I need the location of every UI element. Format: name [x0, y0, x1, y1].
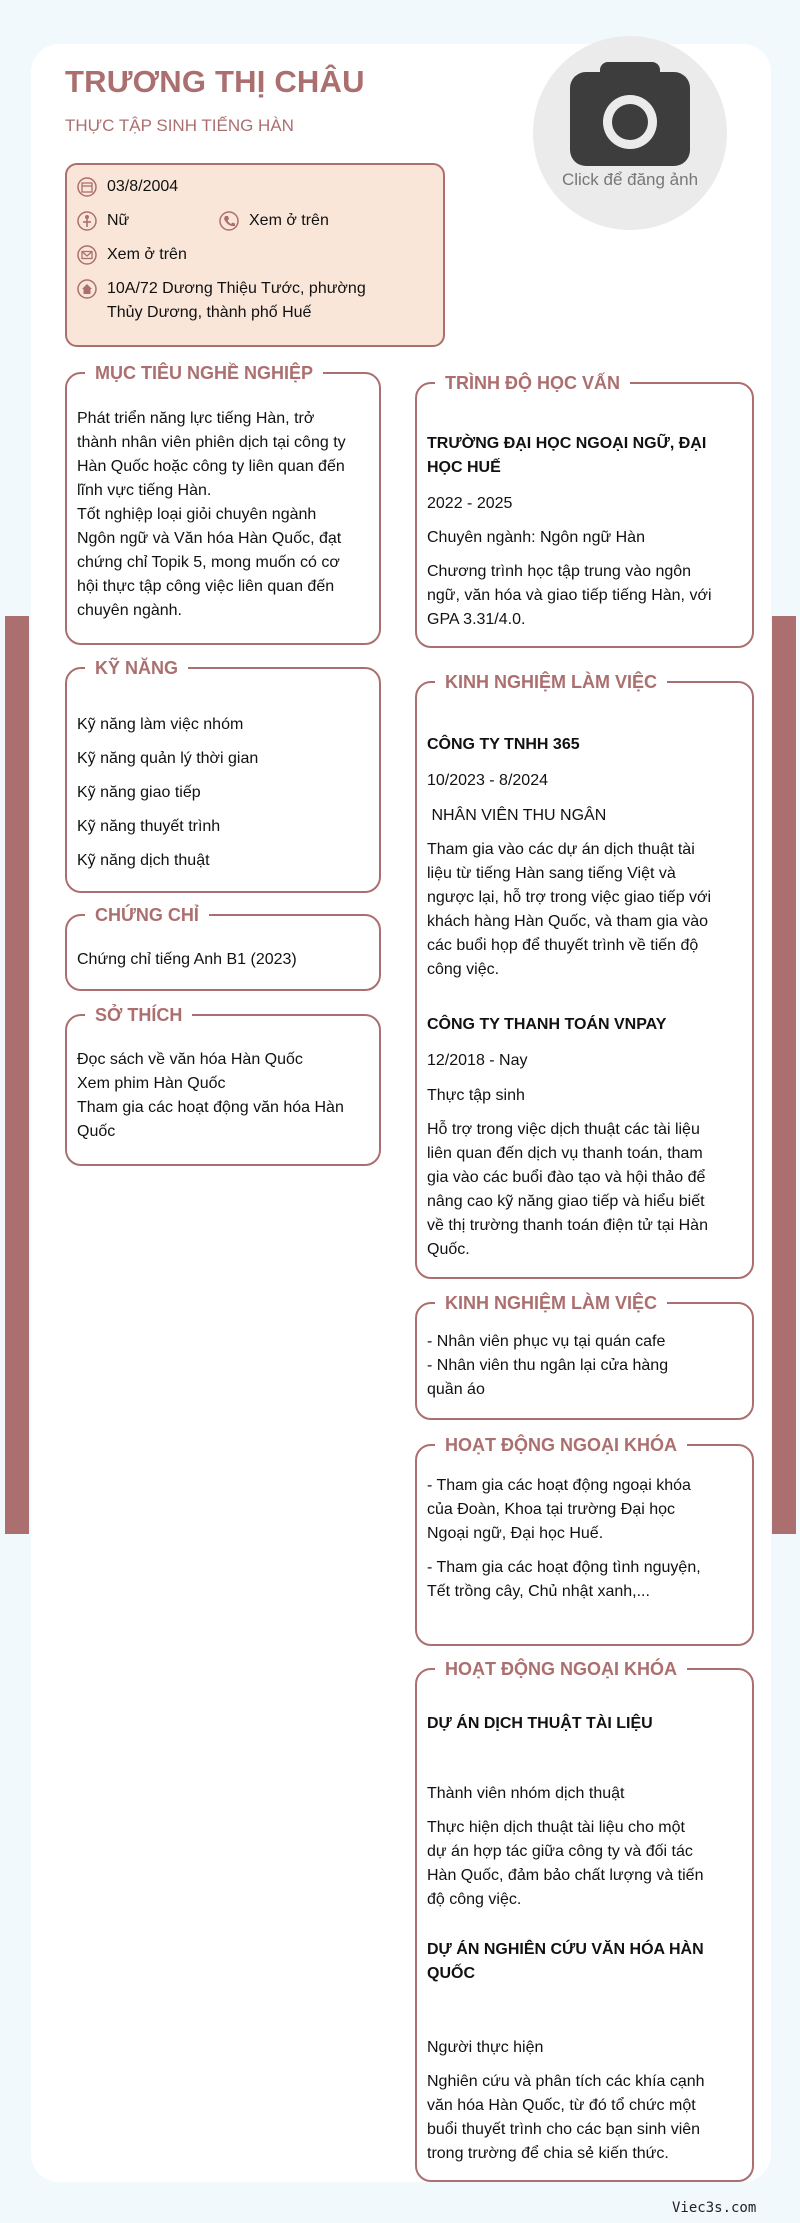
other-experience-line[interactable]: - Nhân viên thu ngân lại cửa hàng — [427, 1357, 669, 1374]
hobby-line[interactable]: Quốc — [77, 1123, 116, 1140]
objective-line[interactable]: Tốt nghiệp loại giỏi chuyên ngành — [77, 506, 317, 523]
activity-line[interactable]: của Đoàn, Khoa tại trường Đại học — [427, 1501, 676, 1518]
section-title: CHỨNG CHỈ — [85, 902, 209, 928]
section-title: KINH NGHIỆM LÀM VIỆC — [435, 669, 667, 695]
project-desc-line[interactable]: Hàn Quốc, đảm bảo chất lượng và tiến — [427, 1867, 704, 1884]
skill-item[interactable]: Kỹ năng thuyết trình — [77, 818, 221, 835]
project-name[interactable]: DỰ ÁN NGHIÊN CỨU VĂN HÓA HÀN — [427, 1941, 704, 1958]
job-role[interactable]: Thực tập sinh — [427, 1087, 525, 1104]
skill-item[interactable]: Kỹ năng làm việc nhóm — [77, 716, 244, 733]
camera-icon — [570, 62, 690, 166]
gender[interactable]: Nữ — [107, 212, 130, 229]
home-icon — [77, 279, 97, 299]
activity-line[interactable]: - Tham gia các hoạt động tình nguyện, — [427, 1559, 701, 1576]
project-desc-line[interactable]: trong trường để chia sẻ kiến thức. — [427, 2145, 669, 2162]
other-experience-line[interactable]: - Nhân viên phục vụ tại quán cafe — [427, 1333, 666, 1350]
job-desc-line[interactable]: Tham gia vào các dự án dịch thuật tài — [427, 841, 695, 858]
objective-line[interactable]: thành nhân viên phiên dịch tại công ty — [77, 434, 346, 451]
project-desc-line[interactable]: Nghiên cứu và phân tích các khía cạnh — [427, 2073, 705, 2090]
project-desc-line[interactable]: độ công việc. — [427, 1891, 522, 1908]
school-name-line[interactable]: TRƯỜNG ĐẠI HỌC NGOẠI NGỮ, ĐẠI — [427, 435, 707, 452]
certificate-item[interactable]: Chứng chỉ tiếng Anh B1 (2023) — [77, 951, 297, 968]
footer-brand: Viec3s.com — [672, 2200, 757, 2216]
phone-icon — [219, 211, 239, 231]
section-objective — [65, 363, 381, 645]
education-desc-line[interactable]: GPA 3.31/4.0. — [427, 611, 526, 628]
activity-line[interactable]: - Tham gia các hoạt động ngoại khóa — [427, 1477, 691, 1494]
hobby-line[interactable]: Xem phim Hàn Quốc — [77, 1075, 226, 1092]
job-desc-line[interactable]: ngược lại, hỗ trợ trong việc giao tiếp với — [427, 889, 712, 906]
job-period[interactable]: 10/2023 - 8/2024 — [427, 772, 548, 789]
email[interactable]: Xem ở trên — [107, 246, 187, 263]
job-role[interactable]: NHÂN VIÊN THU NGÂN — [427, 807, 607, 824]
project-name[interactable]: QUỐC — [427, 1965, 475, 1982]
job-desc-line[interactable]: khách hàng Hàn Quốc, và tham gia vào — [427, 913, 709, 930]
hobby-line[interactable]: Tham gia các hoạt động văn hóa Hàn — [77, 1099, 344, 1116]
section-title: HOẠT ĐỘNG NGOẠI KHÓA — [435, 1656, 687, 1682]
skill-item[interactable]: Kỹ năng dịch thuật — [77, 852, 210, 869]
project-desc-line[interactable]: dự án hợp tác giữa công ty và đối tác — [427, 1843, 693, 1860]
job-desc-line[interactable]: nâng cao kỹ năng giao tiếp và hiểu biết — [427, 1193, 705, 1210]
email-icon — [77, 245, 97, 265]
job-desc-line[interactable]: Hỗ trợ trong việc dịch thuật các tài liệu — [427, 1121, 700, 1138]
section-other-experience — [415, 1293, 754, 1420]
job-desc-line[interactable]: công việc. — [427, 961, 500, 978]
objective-line[interactable]: lĩnh vực tiếng Hàn. — [77, 482, 212, 499]
section-title: KỸ NĂNG — [85, 655, 188, 681]
hobby-line[interactable]: Đọc sách về văn hóa Hàn Quốc — [77, 1051, 303, 1068]
photo-upload[interactable] — [533, 36, 727, 230]
job-desc-line[interactable]: liệu từ tiếng Hàn sang tiếng Việt và — [427, 865, 676, 882]
gender-icon — [77, 211, 97, 231]
section-title: TRÌNH ĐỘ HỌC VẤN — [435, 370, 630, 396]
objective-line[interactable]: Phát triển năng lực tiếng Hàn, trở — [77, 410, 315, 427]
section-certificates — [65, 905, 381, 991]
birthday[interactable]: 03/8/2004 — [107, 178, 179, 195]
section-title: KINH NGHIỆM LÀM VIỆC — [435, 1290, 667, 1316]
calendar-icon — [77, 177, 97, 197]
education-major[interactable]: Chuyên ngành: Ngôn ngữ Hàn — [427, 529, 645, 546]
decorative-bar-right — [772, 616, 796, 1534]
other-experience-line[interactable]: quần áo — [427, 1381, 485, 1398]
objective-line[interactable]: chuyên ngành. — [77, 602, 182, 619]
address-line-2[interactable]: Thủy Dương, thành phố Huế — [107, 304, 312, 321]
objective-line[interactable]: chứng chỉ Topik 5, mong muốn có cơ — [77, 554, 340, 571]
job-title[interactable]: THỰC TẬP SINH TIẾNG HÀN — [65, 116, 294, 135]
project-role[interactable]: Thành viên nhóm dịch thuật — [427, 1785, 625, 1802]
section-education — [415, 373, 754, 648]
objective-line[interactable]: Hàn Quốc hoặc công ty liên quan đến — [77, 458, 345, 475]
objective-line[interactable]: hội thực tập công việc liên quan đến — [77, 578, 335, 595]
contact-box — [65, 163, 445, 347]
photo-upload-label: Click để đăng ảnh — [561, 170, 699, 189]
phone[interactable]: Xem ở trên — [249, 212, 329, 229]
job-desc-line[interactable]: về thị trường thanh toán điện tử tại Hàn — [427, 1217, 708, 1234]
project-role[interactable]: Người thực hiện — [427, 2039, 544, 2056]
job-period[interactable]: 12/2018 - Nay — [427, 1052, 528, 1069]
section-activities — [415, 1435, 754, 1646]
decorative-bar-left — [5, 616, 29, 1534]
section-title: HOẠT ĐỘNG NGOẠI KHÓA — [435, 1432, 687, 1458]
job-desc-line[interactable]: liên quan đến dịch vụ thanh toán, tham — [427, 1145, 703, 1162]
objective-line[interactable]: Ngôn ngữ và Văn hóa Hàn Quốc, đạt — [77, 530, 342, 547]
education-period[interactable]: 2022 - 2025 — [427, 495, 513, 512]
section-hobbies — [65, 1005, 381, 1166]
job-desc-line[interactable]: các buổi họp để thuyết trình về tiến độ — [427, 937, 699, 954]
section-title: MỤC TIÊU NGHỀ NGHIỆP — [85, 360, 323, 386]
section-experience — [415, 672, 754, 1279]
education-desc-line[interactable]: Chương trình học tập trung vào ngôn — [427, 563, 692, 580]
activity-line[interactable]: Tết trồng cây, Chủ nhật xanh,... — [427, 1583, 650, 1600]
job-company[interactable]: CÔNG TY THANH TOÁN VNPAY — [427, 1016, 667, 1033]
section-title: SỞ THÍCH — [85, 1002, 192, 1028]
project-desc-line[interactable]: Thực hiện dịch thuật tài liệu cho một — [427, 1819, 685, 1836]
candidate-name[interactable]: TRƯƠNG THỊ CHÂU — [65, 64, 365, 99]
job-desc-line[interactable]: gia vào các buổi đào tạo và hội thảo để — [427, 1169, 706, 1186]
skill-item[interactable]: Kỹ năng giao tiếp — [77, 784, 201, 801]
school-name-line[interactable]: HỌC HUẾ — [427, 459, 501, 476]
address-line-1[interactable]: 10A/72 Dương Thiệu Tước, phường — [107, 280, 366, 297]
project-name[interactable]: DỰ ÁN DỊCH THUẬT TÀI LIỆU — [427, 1715, 653, 1732]
job-company[interactable]: CÔNG TY TNHH 365 — [427, 736, 580, 753]
education-desc-line[interactable]: ngữ, văn hóa và giao tiếp tiếng Hàn, với — [427, 587, 712, 604]
job-desc-line[interactable]: Quốc. — [427, 1241, 470, 1258]
project-desc-line[interactable]: văn hóa Hàn Quốc, từ đó tổ chức một — [427, 2097, 696, 2114]
section-projects — [415, 1659, 754, 2182]
section-skills — [65, 658, 381, 893]
project-desc-line[interactable]: buổi thuyết trình cho các bạn sinh viên — [427, 2121, 701, 2138]
activity-line[interactable]: Ngoại ngữ, Đại học Huế. — [427, 1525, 604, 1542]
skill-item[interactable]: Kỹ năng quản lý thời gian — [77, 750, 259, 767]
